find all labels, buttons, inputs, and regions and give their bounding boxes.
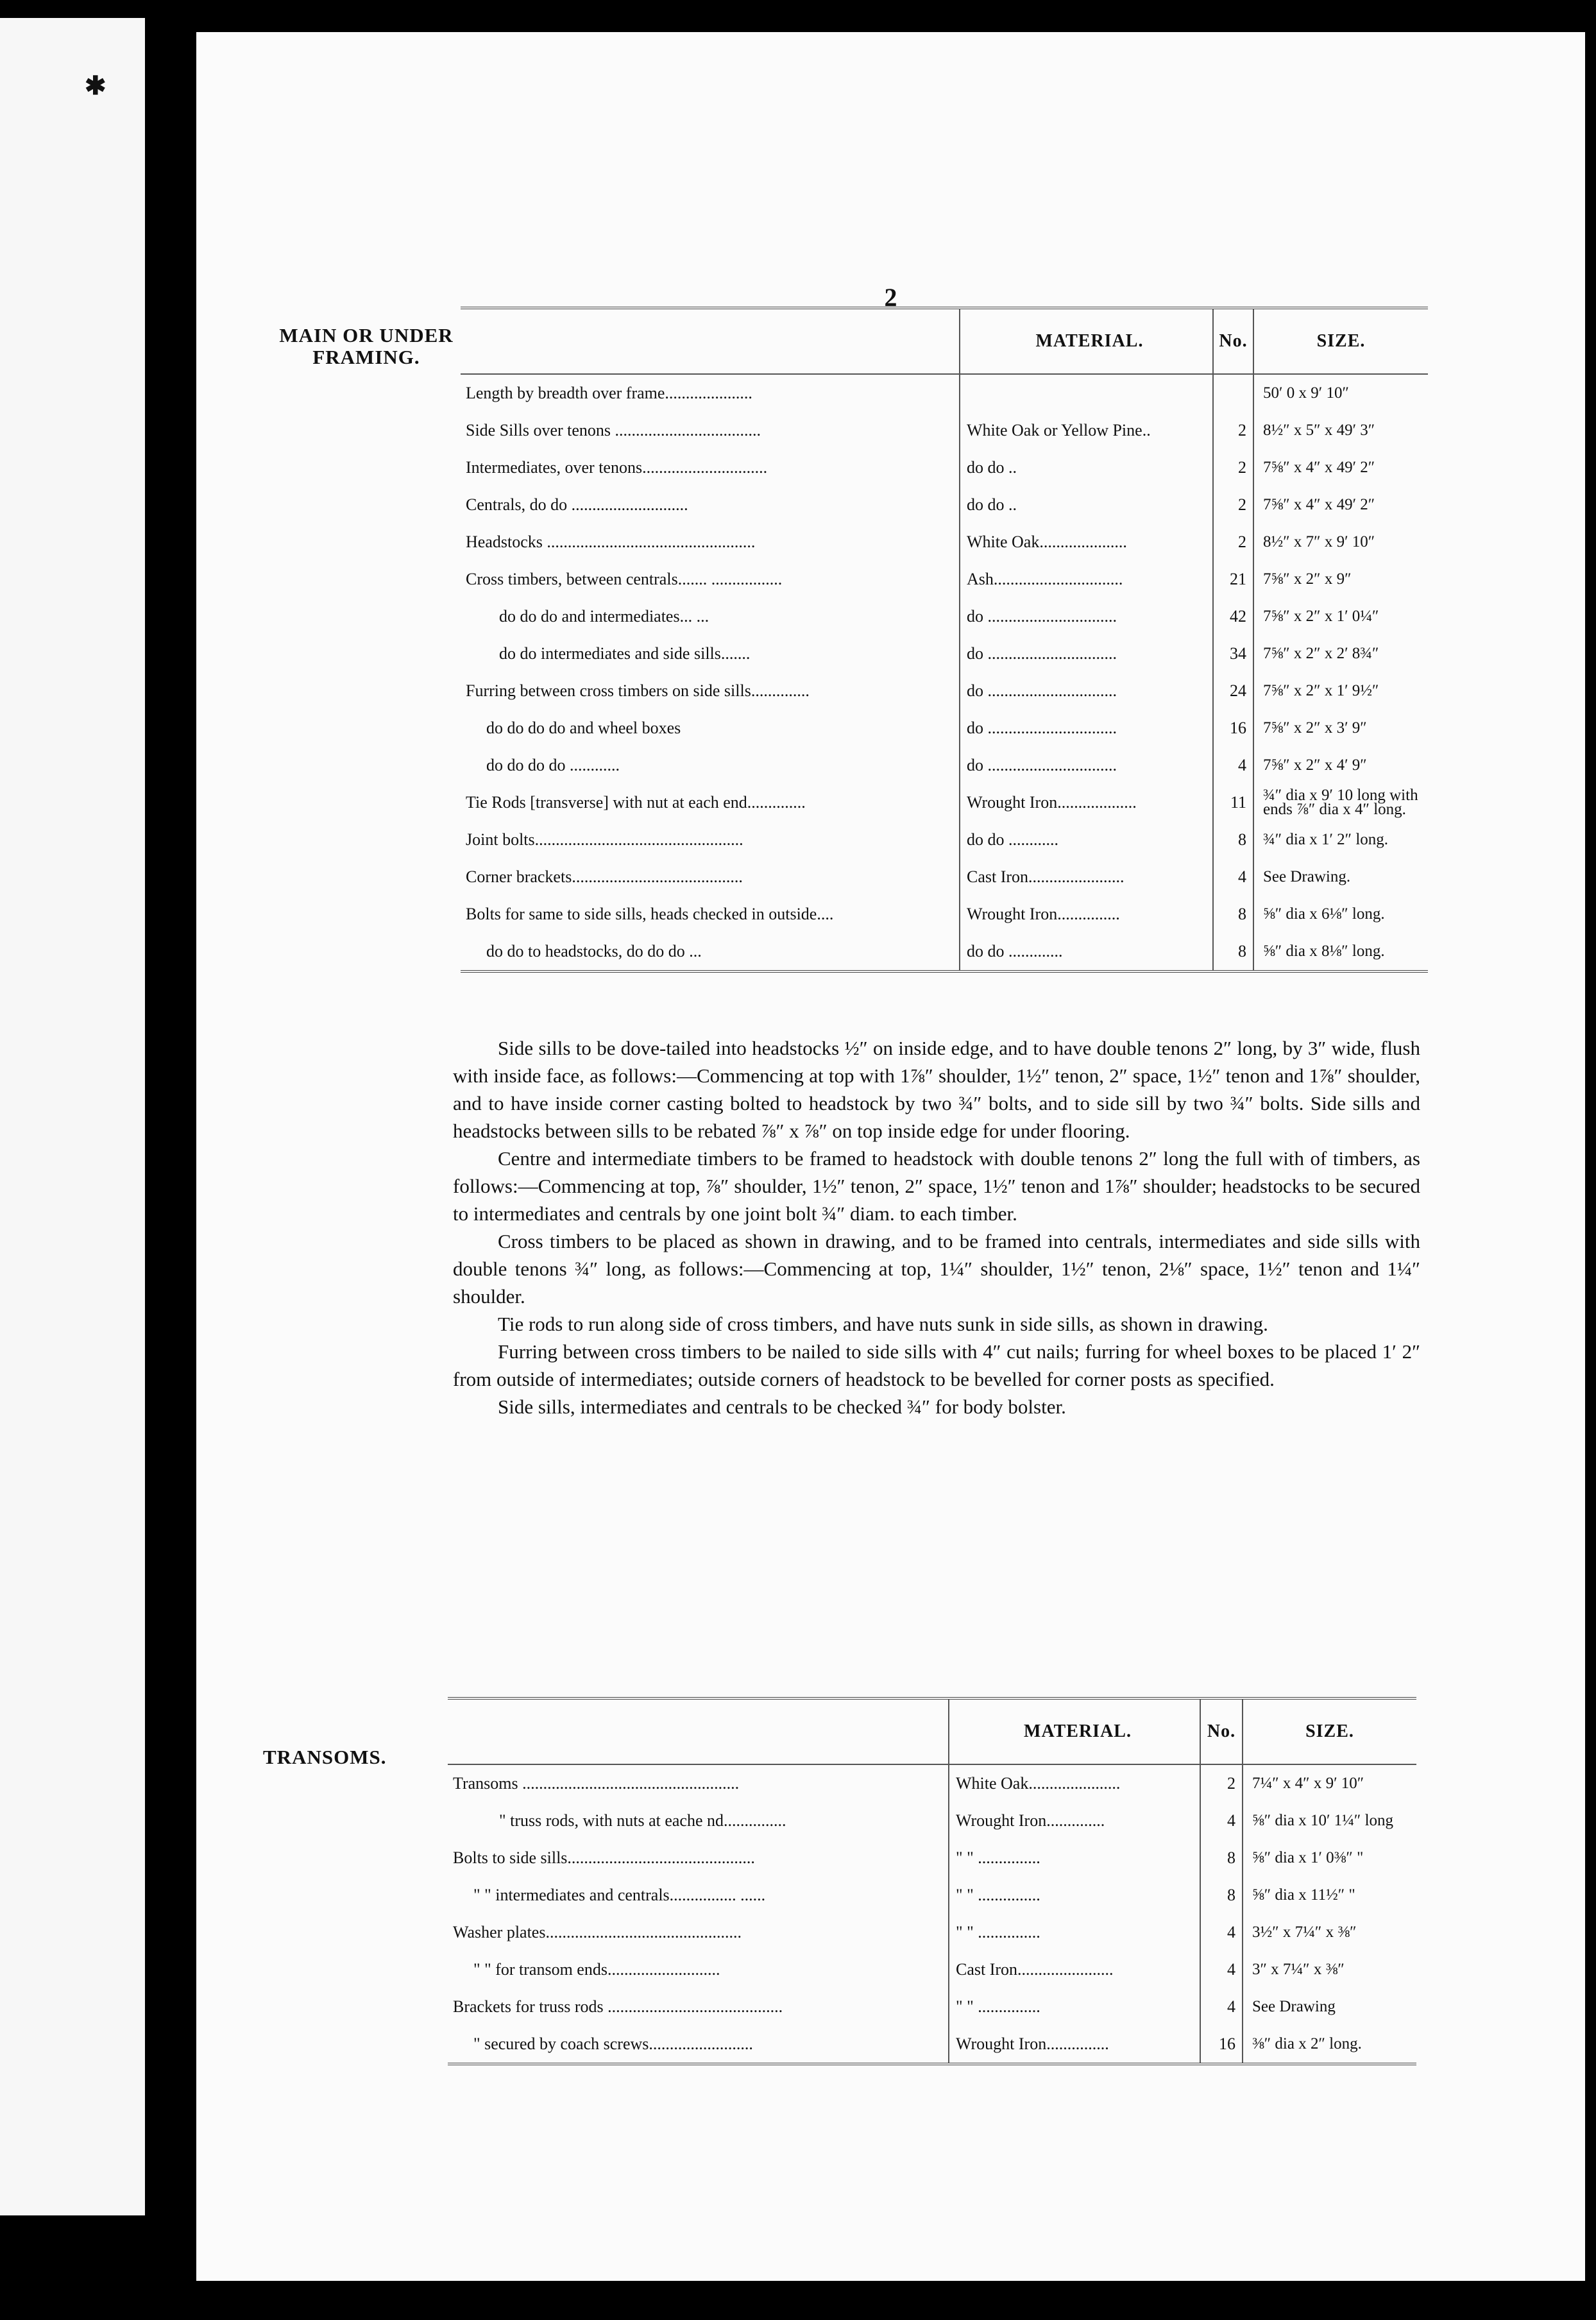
cell-item: do do do do ............ [461, 747, 960, 784]
cell-item: Washer plates............................................... [448, 1914, 949, 1951]
table-row [448, 1914, 1416, 1951]
cell-item: do do to headstocks, do do do ... [461, 933, 960, 970]
paragraph: Furring between cross timbers to be nailed to side sills with 4″ cut nails; furring for wheel boxes to be placed 1′ 2″ from outside of intermediates; outside corners of headstock to be bevelled for corner posts as specified. [453, 1340, 1420, 1390]
paragraph: Cross timbers to be placed as shown in drawing, and to be framed into centrals, intermediates and side sills with double tenons ¾″ long, as follows:—Commencing at top, 1¼″ shoulder, 1½″ tenon, 2⅛″ space, 1½″ tenon and 1¼″ shoulder. [453, 1230, 1420, 1308]
paragraph: Side sills to be dove-tailed into headstocks ½″ on inside edge, and to have double tenons 2″ long, by 3″ wide, flush with inside face, as follows:—Commencing at top with 1⅞″ shoulder, 1½″ tenon, 2″ space, 1½″ tenon and 1⅞″ shoulder, and to have inside corner casting bolted to headstock by two ¾″ bolts, and to side sill by two ¾″ bolts. Side sills and headstocks between sills to be rebated ⅞″ x ⅞″ on top inside edge for under flooring. [453, 1037, 1420, 1142]
cell-size: 7⅝″ x 2″ x 2′ 8¾″ [1263, 645, 1379, 662]
transoms-table [448, 1697, 1416, 2065]
cell-no: 4 [1201, 1951, 1243, 1988]
page-number: 2 [884, 283, 897, 312]
cell-item: Bolts to side sills............................................. [448, 1839, 949, 1877]
cell-material: Wrought Iron............... [949, 2026, 1201, 2063]
table-row [461, 933, 1428, 970]
table-row [461, 524, 1428, 561]
cell-item: " " for transom ends........................... [448, 1951, 949, 1988]
cell-no: 4 [1201, 1988, 1243, 2026]
table-row [461, 821, 1428, 858]
cell-item: Cross timbers, between centrals....... ................. [461, 561, 960, 598]
cell-no: 4 [1214, 747, 1254, 784]
cell-item: Length by breadth over frame..................... [461, 375, 960, 412]
framing-table-header: MATERIAL. No. SIZE. [461, 309, 1428, 375]
table-row [461, 672, 1428, 710]
cell-size: ⅝″ dia x 1′ 0⅜″ " [1252, 1849, 1364, 1866]
document-page [196, 32, 1585, 2281]
cell-size: ⅝″ dia x 11½″ " [1252, 1886, 1355, 1904]
table-row [448, 1839, 1416, 1877]
cell-item: Joint bolts.................................................. [461, 821, 960, 858]
table-row [448, 1951, 1416, 1988]
framing-specification-text [453, 1034, 1420, 1420]
table-row [461, 561, 1428, 598]
cell-material: " " ............... [949, 1839, 1201, 1877]
table-row [461, 784, 1428, 821]
cell-material: do do ............ [960, 821, 1214, 858]
cell-size: 8½″ x 5″ x 49′ 3″ [1263, 422, 1375, 439]
cell-size: 3″ x 7¼″ x ⅜″ [1252, 1961, 1345, 1978]
cell-size: 7⅝″ x 4″ x 49′ 2″ [1263, 459, 1375, 476]
cell-item: " truss rods, with nuts at eache nd............... [448, 1802, 949, 1839]
cell-item: " secured by coach screws......................... [448, 2026, 949, 2063]
cell-material: do ............................... [960, 598, 1214, 635]
cell-material: do ............................... [960, 672, 1214, 710]
table-row [461, 747, 1428, 784]
table-row [448, 1802, 1416, 1839]
cell-item: do do intermediates and side sills....... [461, 635, 960, 672]
cell-item: Headstocks .................................................. [461, 524, 960, 561]
cell-no: 4 [1214, 858, 1254, 896]
table-row [448, 2026, 1416, 2063]
cell-size: See Drawing. [1263, 868, 1351, 885]
cell-item: Intermediates, over tenons.............................. [461, 449, 960, 486]
table-row [461, 449, 1428, 486]
cell-no: 8 [1201, 1877, 1243, 1914]
cell-no: 8 [1214, 821, 1254, 858]
transoms-section-heading: TRANSOMS. [263, 1746, 387, 1768]
cell-no: 21 [1214, 561, 1254, 598]
cell-size: 7⅝″ x 2″ x 4′ 9″ [1263, 756, 1367, 774]
cell-no: 4 [1201, 1914, 1243, 1951]
cell-material: do do ............. [960, 933, 1214, 970]
table-row [461, 412, 1428, 449]
cell-material: Wrought Iron.............. [949, 1802, 1201, 1839]
cell-size: 7⅝″ x 2″ x 3′ 9″ [1263, 719, 1367, 737]
cell-item: Brackets for truss rods .......................................... [448, 1988, 949, 2026]
cell-no: 2 [1201, 1765, 1243, 1802]
cell-size: 7⅝″ x 4″ x 49′ 2″ [1263, 496, 1375, 513]
cell-no: 8 [1214, 933, 1254, 970]
cell-no: 8 [1214, 896, 1254, 933]
table-row [448, 1765, 1416, 1802]
cell-size: 3½″ x 7¼″ x ⅜″ [1252, 1923, 1357, 1941]
table-row [461, 486, 1428, 524]
cell-material: do do .. [960, 486, 1214, 524]
cell-no: 16 [1214, 710, 1254, 747]
table-row [461, 858, 1428, 896]
table-row [461, 710, 1428, 747]
facing-page-edge [0, 18, 145, 2215]
cell-material: " " ............... [949, 1914, 1201, 1951]
cell-item: Bolts for same to side sills, heads checked in outside.... [461, 896, 960, 933]
ink-speck: ✱ [85, 71, 106, 100]
cell-item: do do do and intermediates... ... [461, 598, 960, 635]
cell-material: " " ............... [949, 1988, 1201, 2026]
cell-material: White Oak...................... [949, 1765, 1201, 1802]
cell-no: 2 [1214, 486, 1254, 524]
cell-item: Centrals, do do ............................ [461, 486, 960, 524]
table-row [448, 1877, 1416, 1914]
table-row [461, 635, 1428, 672]
cell-no [1214, 375, 1254, 412]
cell-size: ⅝″ dia x 6⅛″ long. [1263, 905, 1385, 923]
cell-size: See Drawing [1252, 1998, 1336, 2015]
table-row [461, 375, 1428, 412]
cell-material: " " ............... [949, 1877, 1201, 1914]
cell-size: 50′ 0 x 9′ 10″ [1263, 384, 1349, 402]
cell-no: 8 [1201, 1839, 1243, 1877]
cell-item: Transoms .................................................... [448, 1765, 949, 1802]
cell-material: do ............................... [960, 710, 1214, 747]
cell-item: Tie Rods [transverse] with nut at each end.............. [461, 784, 960, 821]
cell-item: Corner brackets......................................... [461, 858, 960, 896]
cell-size: ¾″ dia x 1′ 2″ long. [1263, 831, 1389, 848]
framing-section-heading: MAIN OR UNDER FRAMING. [279, 324, 454, 368]
cell-material: White Oak..................... [960, 524, 1214, 561]
cell-item: do do do do and wheel boxes [461, 710, 960, 747]
paragraph: Side sills, intermediates and centrals to be checked ¾″ for body bolster. [498, 1395, 1066, 1418]
cell-material [960, 375, 1214, 412]
cell-material: Cast Iron....................... [960, 858, 1214, 896]
cell-no: 2 [1214, 524, 1254, 561]
cell-no: 2 [1214, 412, 1254, 449]
cell-material: do ............................... [960, 635, 1214, 672]
cell-no: 4 [1201, 1802, 1243, 1839]
cell-no: 42 [1214, 598, 1254, 635]
cell-item: Furring between cross timbers on side sills.............. [461, 672, 960, 710]
transoms-table-header: MATERIAL. No. SIZE. [448, 1700, 1416, 1765]
cell-size: 7⅝″ x 2″ x 9″ [1263, 570, 1352, 588]
table-row [461, 598, 1428, 635]
cell-size: 7⅝″ x 2″ x 1′ 0¼″ [1263, 608, 1379, 625]
cell-size: ⅜″ dia x 2″ long. [1252, 2035, 1362, 2052]
cell-item: Side Sills over tenons ................................... [461, 412, 960, 449]
cell-no: 2 [1214, 449, 1254, 486]
cell-material: do ............................... [960, 747, 1214, 784]
paragraph: Centre and intermediate timbers to be framed to headstock with double tenons 2″ long the full with of timbers, as follows:—Commencing at top, ⅞″ shoulder, 1½″ tenon, 2″ space, 1½″ tenon and 1⅞″ shoulder; headstocks to be secured to intermediates and centrals by one joint bolt ¾″ diam. to each timber. [453, 1147, 1420, 1225]
cell-no: 34 [1214, 635, 1254, 672]
cell-material: White Oak or Yellow Pine.. [960, 412, 1214, 449]
framing-table [461, 307, 1428, 973]
cell-item: " " intermediates and centrals................ ...... [448, 1877, 949, 1914]
cell-material: do do .. [960, 449, 1214, 486]
cell-size: ¾″ dia x 9′ 10 long with ends ⅞″ dia x 4″ long. [1263, 787, 1418, 818]
cell-size: 7¼″ x 4″ x 9′ 10″ [1252, 1775, 1364, 1792]
cell-material: Wrought Iron................... [960, 784, 1214, 821]
cell-no: 11 [1214, 784, 1254, 821]
cell-size: 7⅝″ x 2″ x 1′ 9½″ [1263, 682, 1379, 699]
cell-no: 16 [1201, 2026, 1243, 2063]
cell-size: ⅝″ dia x 8⅛″ long. [1263, 942, 1385, 960]
cell-no: 24 [1214, 672, 1254, 710]
cell-material: Ash............................... [960, 561, 1214, 598]
cell-material: Cast Iron....................... [949, 1951, 1201, 1988]
paragraph: Tie rods to run along side of cross timbers, and have nuts sunk in side sills, as shown in drawing. [498, 1313, 1268, 1335]
cell-size: 8½″ x 7″ x 9′ 10″ [1263, 533, 1375, 550]
table-row [448, 1988, 1416, 2026]
cell-material: Wrought Iron............... [960, 896, 1214, 933]
table-row [461, 896, 1428, 933]
cell-size: ⅝″ dia x 10′ 1¼″ long [1252, 1812, 1394, 1829]
